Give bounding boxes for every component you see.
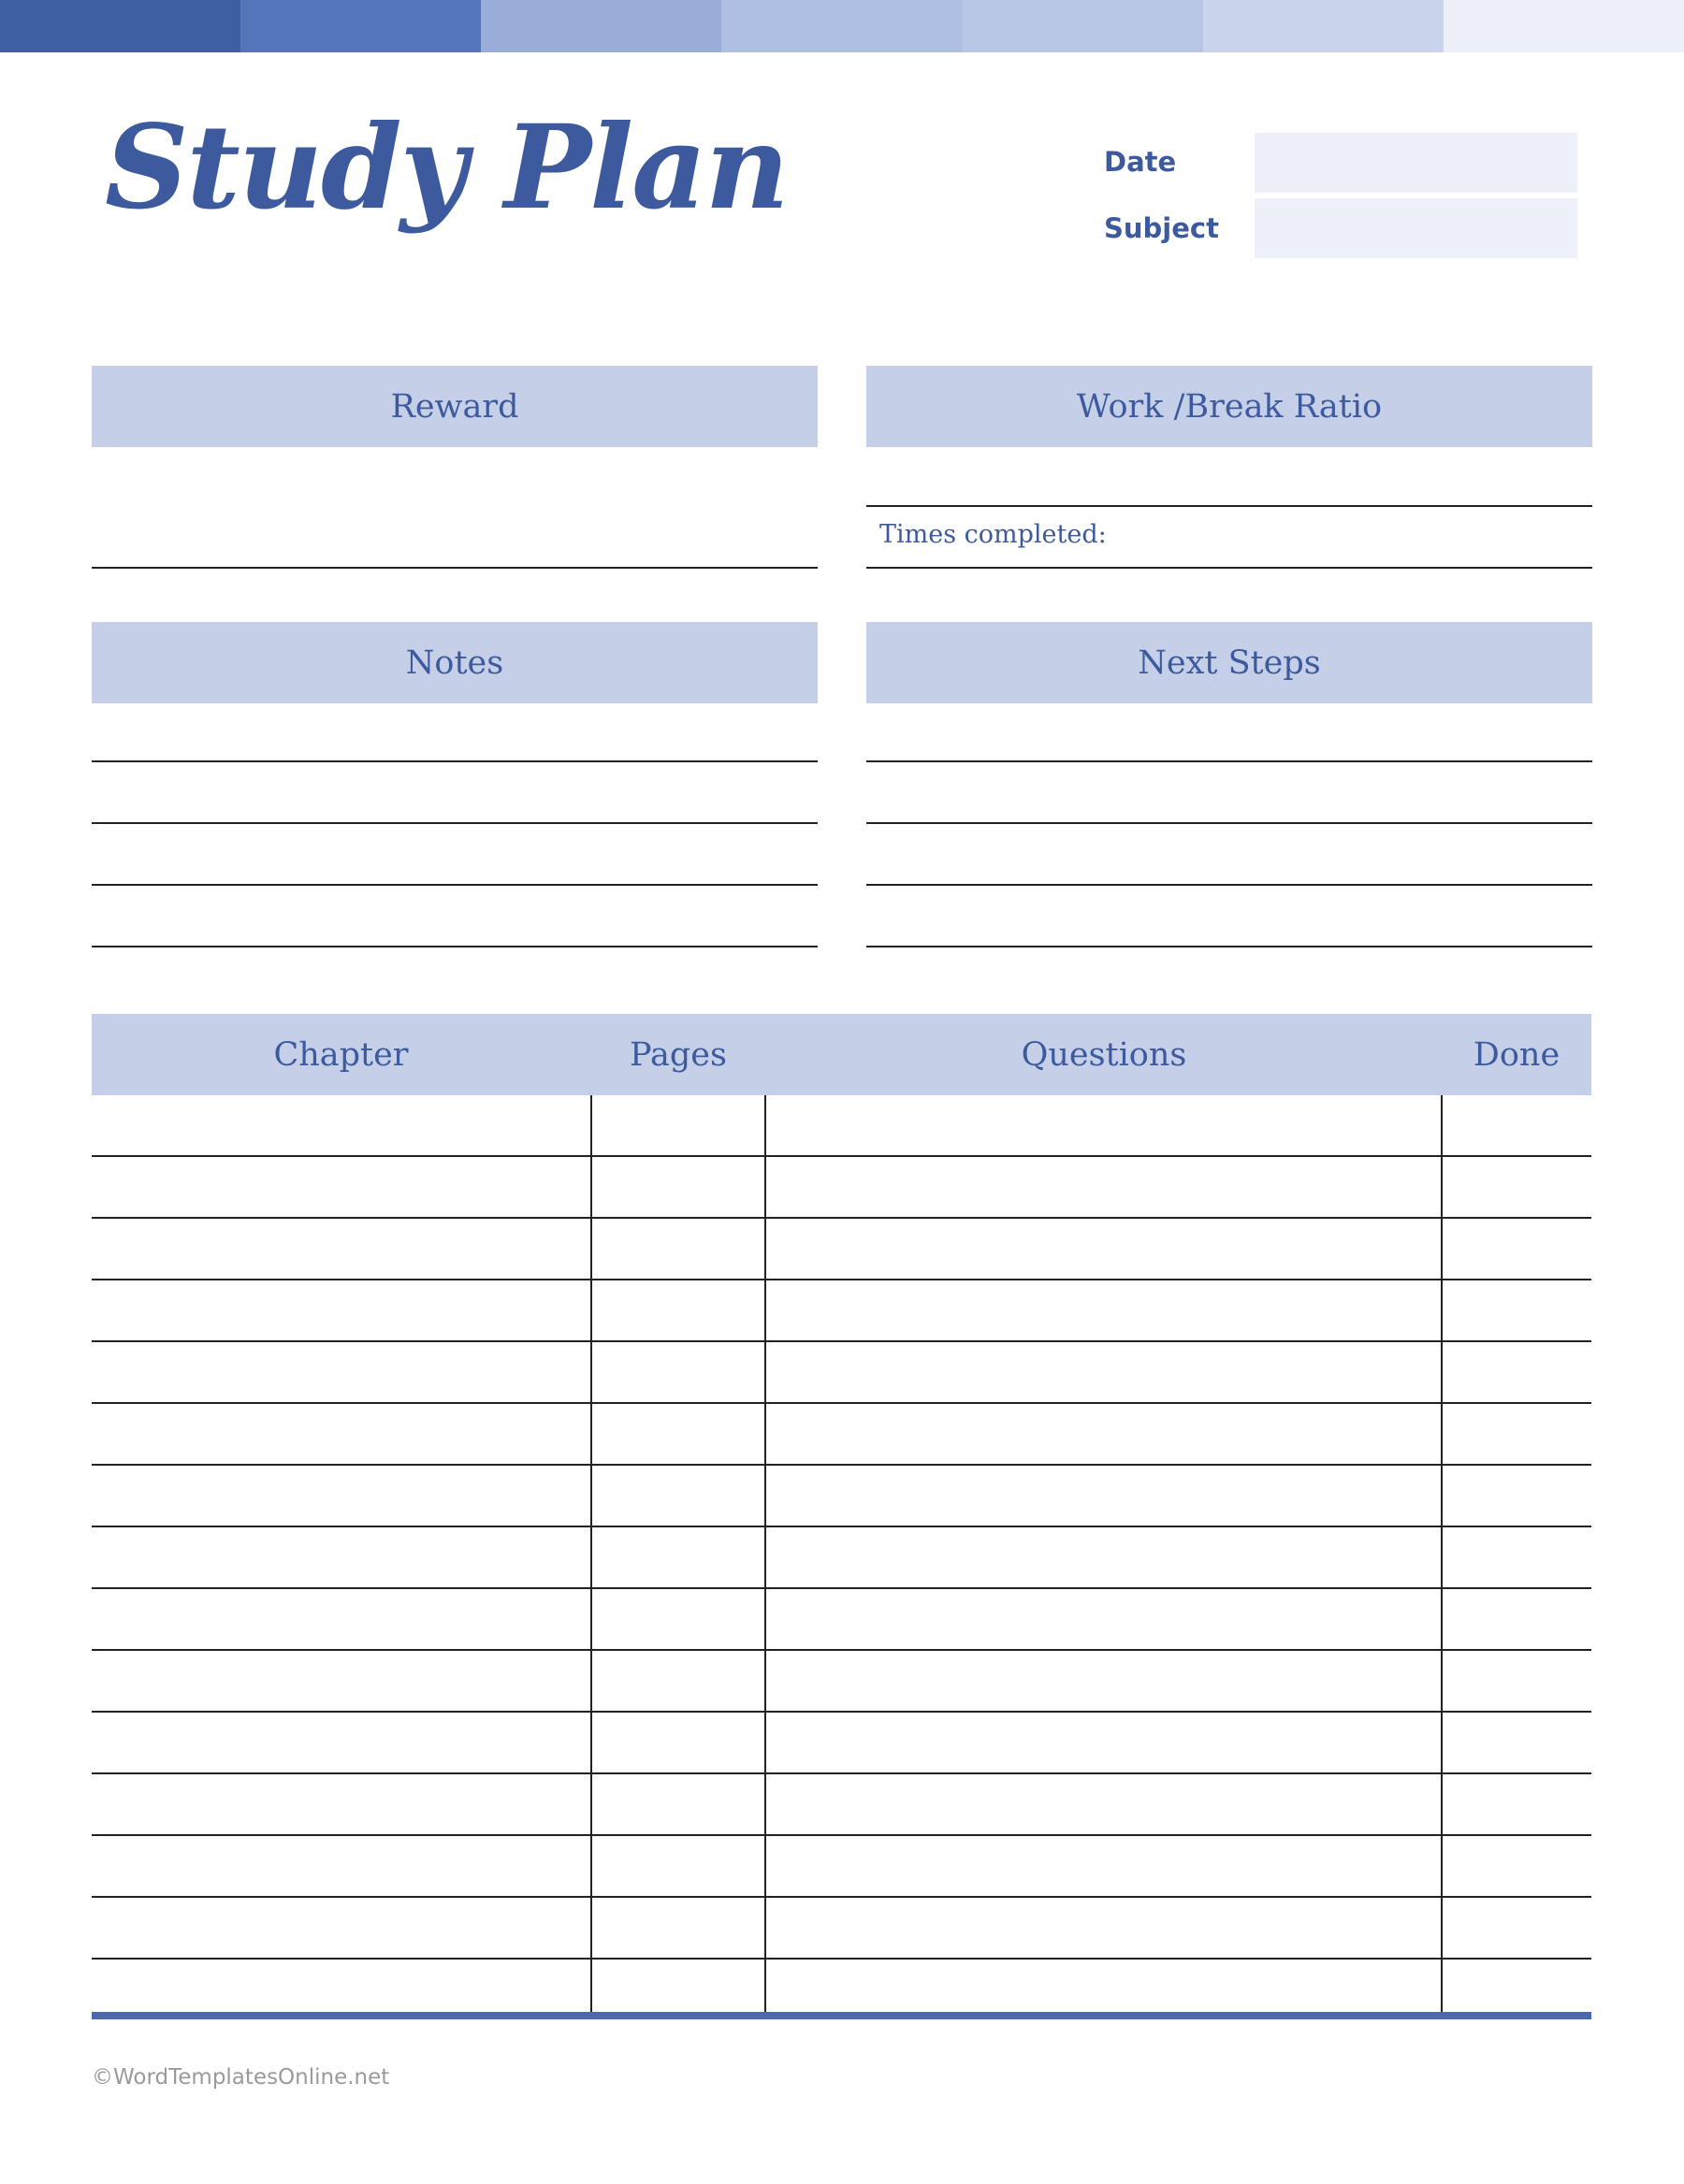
table-row[interactable] <box>92 1713 1591 1774</box>
next-steps-header: Next Steps <box>866 622 1592 703</box>
reward-line[interactable] <box>92 567 818 569</box>
table-row[interactable] <box>92 1836 1591 1898</box>
work-break-ratio-header: Work /Break Ratio <box>866 366 1592 447</box>
subject-label: Subject <box>1104 212 1219 244</box>
times-completed-line[interactable] <box>866 567 1592 569</box>
notes-line[interactable] <box>92 822 818 824</box>
next-steps-line[interactable] <box>866 822 1592 824</box>
column-header-done: Done <box>1473 1035 1561 1074</box>
table-row[interactable] <box>92 1219 1591 1280</box>
notes-header: Notes <box>92 622 818 703</box>
notes-line[interactable] <box>92 884 818 886</box>
table-row[interactable] <box>92 1095 1591 1157</box>
column-divider <box>590 1095 592 2019</box>
notes-line[interactable] <box>92 946 818 947</box>
next-steps-line[interactable] <box>866 884 1592 886</box>
table-row[interactable] <box>92 1774 1591 1836</box>
table-row[interactable] <box>92 1651 1591 1713</box>
table-row[interactable] <box>92 1157 1591 1219</box>
next-steps-line[interactable] <box>866 760 1592 762</box>
table-row[interactable] <box>92 1589 1591 1651</box>
table-row[interactable] <box>92 1342 1591 1404</box>
stripe-segment <box>481 0 721 52</box>
column-header-chapter: Chapter <box>273 1035 409 1074</box>
date-field[interactable] <box>1255 133 1577 193</box>
next-steps-line[interactable] <box>866 946 1592 947</box>
column-header-questions: Questions <box>1021 1035 1187 1074</box>
stripe-segment <box>721 0 962 52</box>
stripe-segment <box>963 0 1203 52</box>
copyright-footer: ©WordTemplatesOnline.net <box>92 2065 390 2090</box>
work-break-ratio-line[interactable] <box>866 505 1592 507</box>
column-divider <box>764 1095 766 2019</box>
column-divider <box>1441 1095 1443 2019</box>
table-row[interactable] <box>92 1404 1591 1466</box>
subject-field[interactable] <box>1255 198 1577 258</box>
column-header-pages: Pages <box>630 1035 727 1074</box>
table-row[interactable] <box>92 1898 1591 1960</box>
stripe-segment <box>240 0 481 52</box>
reward-header: Reward <box>92 366 818 447</box>
table-row[interactable] <box>92 1527 1591 1589</box>
page-title: Study Plan <box>105 100 788 236</box>
notes-line[interactable] <box>92 760 818 762</box>
stripe-segment <box>1203 0 1444 52</box>
table-row[interactable] <box>92 1466 1591 1527</box>
date-label: Date <box>1104 146 1177 178</box>
bottom-rule <box>92 2012 1591 2019</box>
times-completed-label: Times completed: <box>879 520 1107 549</box>
color-stripe <box>0 0 1684 52</box>
stripe-segment <box>1444 0 1684 52</box>
stripe-segment <box>0 0 240 52</box>
table-row[interactable] <box>92 1280 1591 1342</box>
